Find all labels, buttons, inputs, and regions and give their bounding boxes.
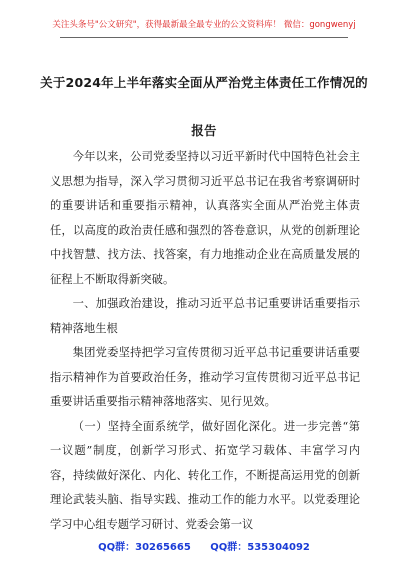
- section-heading: 一、加强政治建设，推动习近平总书记重要讲话重要指示精神落地生根: [50, 297, 360, 335]
- footer-qq-group-2: QQ群：535304092: [210, 542, 310, 553]
- header-divider: [60, 37, 348, 38]
- document-body: [50, 145, 360, 537]
- document-title-continued: 报告: [191, 123, 217, 138]
- document-title: 关于2024年上半年落实全面从严治党主体责任工作情况的: [40, 75, 368, 90]
- footer-contacts: [0, 538, 408, 553]
- footer-qq-group-1: QQ群：30265665: [98, 542, 191, 553]
- paragraph-intro: 今年以来，公司党委坚持以习近平新时代中国特色社会主义思想为指导，深入学习贯彻习近平总书记在我省考察调研时的重要讲话和重要指示精神，认真落实全面从严治党主体责任，以高度的政治责任感和强烈的答卷意识，从党的创新理论中找智慧、找方法、找答案，有力地推动企业在高质量发展的征程上不断取得新突破。: [50, 150, 360, 286]
- paragraph: （一）坚持全面系统学，做好固化深化。进一步完善“第一议题”制度，创新学习形式、拓宽学习载体、丰富学习内容，持续做好深化、内化、转化工作，不断提高运用党的创新理论武装头脑、指导实践、推动工作的能力水平。以党委理论学习中心组专题学习研讨、党委会第一议: [50, 419, 360, 531]
- header-notice: 关注头条号"公文研究"，获得最新最全最专业的公文资料库！ 微信：gongwenyj: [52, 20, 356, 30]
- paragraph: 集团党委坚持把学习宣传贯彻习近平总书记重要讲话重要指示精神作为首要政治任务，推动学习宣传贯彻习近平总书记重要讲话重要指示精神落地落实、见行见效。: [50, 346, 360, 408]
